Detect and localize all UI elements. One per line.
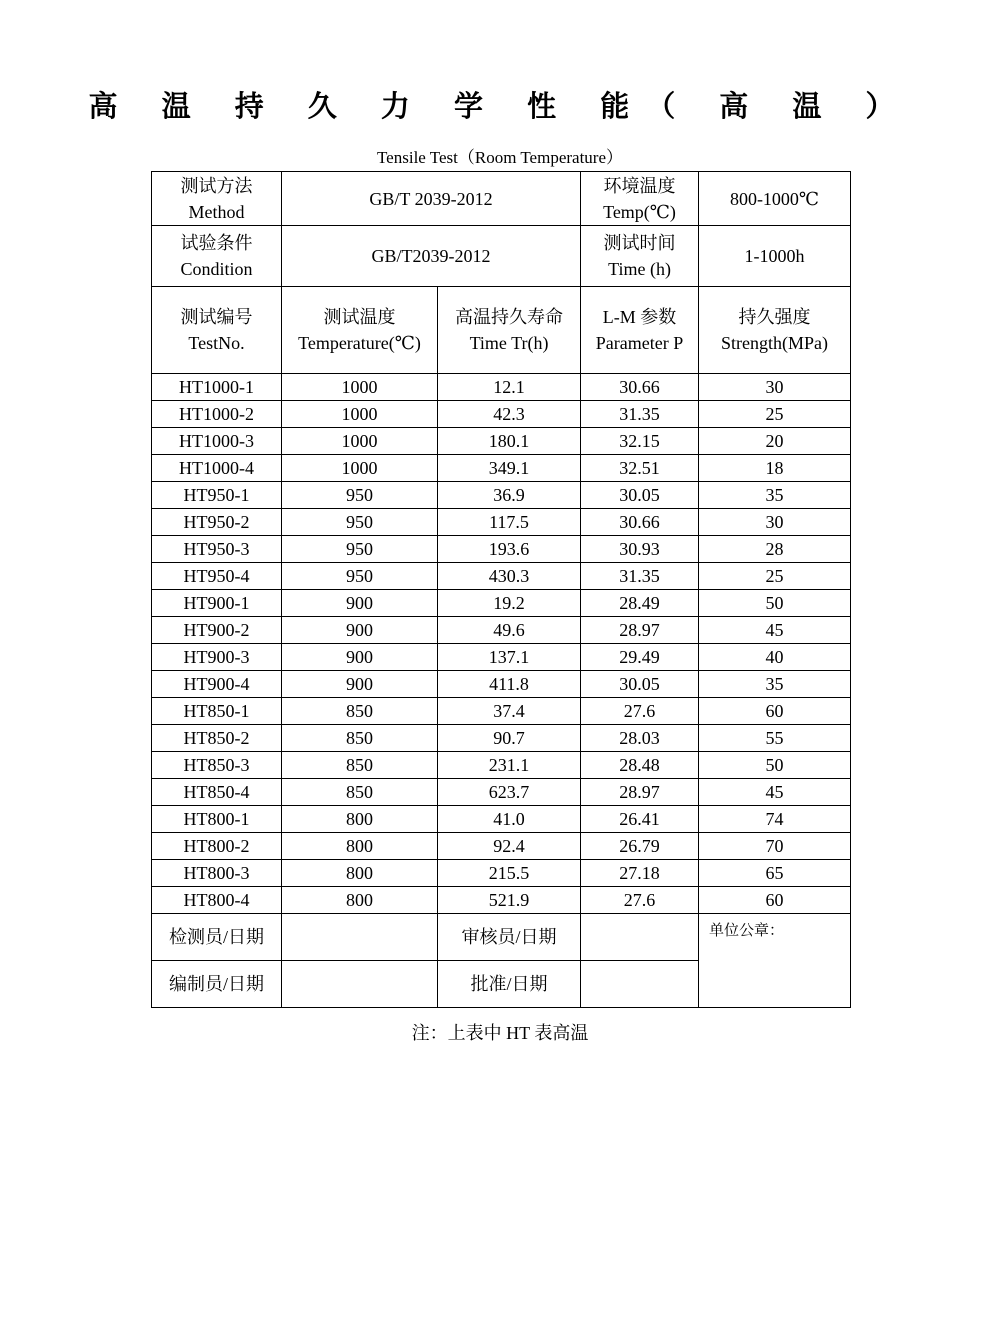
cell-temperature: 900: [282, 671, 438, 698]
time-value: 1-1000h: [699, 226, 851, 287]
cell-parameter: 29.49: [581, 644, 699, 671]
cell-strength: 25: [699, 563, 851, 590]
cell-parameter: 26.41: [581, 806, 699, 833]
cell-strength: 55: [699, 725, 851, 752]
table-row: [152, 374, 851, 401]
inspector-field[interactable]: [282, 914, 438, 961]
cell-strength: 50: [699, 752, 851, 779]
table-row: [152, 887, 851, 914]
header-parameter: L-M 参数 Parameter P: [581, 287, 699, 374]
cell-parameter: 27.18: [581, 860, 699, 887]
cell-parameter: 31.35: [581, 563, 699, 590]
table-row: [152, 509, 851, 536]
cell-test-no: HT850-1: [152, 698, 282, 725]
method-label: 测试方法 Method: [152, 172, 282, 226]
cell-strength: 45: [699, 779, 851, 806]
cell-test-no: HT950-4: [152, 563, 282, 590]
column-header-row: [152, 287, 851, 374]
cell-strength: 35: [699, 671, 851, 698]
cell-parameter: 28.48: [581, 752, 699, 779]
cell-temperature: 900: [282, 590, 438, 617]
cell-time: 19.2: [438, 590, 581, 617]
cell-test-no: HT800-1: [152, 806, 282, 833]
table-row: [152, 752, 851, 779]
cell-temperature: 800: [282, 860, 438, 887]
cell-temperature: 850: [282, 779, 438, 806]
cell-temperature: 850: [282, 725, 438, 752]
cell-parameter: 28.03: [581, 725, 699, 752]
cell-temperature: 800: [282, 887, 438, 914]
cell-parameter: 32.51: [581, 455, 699, 482]
cell-temperature: 950: [282, 509, 438, 536]
cell-parameter: 28.49: [581, 590, 699, 617]
cell-temperature: 950: [282, 536, 438, 563]
cell-parameter: 30.66: [581, 374, 699, 401]
table-row: [152, 671, 851, 698]
cell-time: 411.8: [438, 671, 581, 698]
cell-strength: 40: [699, 644, 851, 671]
reviewer-label: 审核员/日期: [438, 914, 581, 961]
cell-time: 41.0: [438, 806, 581, 833]
cell-test-no: HT1000-3: [152, 428, 282, 455]
cell-strength: 74: [699, 806, 851, 833]
condition-value: GB/T2039-2012: [282, 226, 581, 287]
table-row: [152, 644, 851, 671]
cell-temperature: 850: [282, 752, 438, 779]
cell-temperature: 1000: [282, 401, 438, 428]
cell-time: 349.1: [438, 455, 581, 482]
cell-test-no: HT1000-2: [152, 401, 282, 428]
cell-time: 137.1: [438, 644, 581, 671]
condition-label: 试验条件 Condition: [152, 226, 282, 287]
table-row: [152, 455, 851, 482]
info-row-method: [152, 172, 851, 226]
table-row: [152, 590, 851, 617]
cell-parameter: 30.66: [581, 509, 699, 536]
header-strength: 持久强度 Strength(MPa): [699, 287, 851, 374]
cell-test-no: HT950-3: [152, 536, 282, 563]
cell-test-no: HT800-3: [152, 860, 282, 887]
cell-time: 193.6: [438, 536, 581, 563]
cell-time: 90.7: [438, 725, 581, 752]
cell-time: 37.4: [438, 698, 581, 725]
temp-label: 环境温度 Temp(℃): [581, 172, 699, 226]
header-test-no: 测试编号 TestNo.: [152, 287, 282, 374]
cell-temperature: 1000: [282, 428, 438, 455]
cell-test-no: HT850-3: [152, 752, 282, 779]
header-temperature: 测试温度 Temperature(℃): [282, 287, 438, 374]
compiler-field[interactable]: [282, 961, 438, 1008]
cell-test-no: HT850-2: [152, 725, 282, 752]
stamp-area: 单位公章：: [699, 914, 851, 1008]
table-row: [152, 563, 851, 590]
cell-temperature: 800: [282, 833, 438, 860]
cell-test-no: HT950-1: [152, 482, 282, 509]
cell-time: 180.1: [438, 428, 581, 455]
cell-time: 521.9: [438, 887, 581, 914]
cell-test-no: HT900-3: [152, 644, 282, 671]
page-subtitle: Tensile Test（Room Temperature）: [376, 148, 624, 167]
cell-strength: 50: [699, 590, 851, 617]
cell-strength: 35: [699, 482, 851, 509]
table-row: [152, 806, 851, 833]
info-row-condition: [152, 226, 851, 287]
cell-strength: 60: [699, 887, 851, 914]
approver-label: 批准/日期: [438, 961, 581, 1008]
footnote: 注：上表中 HT 表高温: [411, 1023, 589, 1043]
cell-temperature: 1000: [282, 455, 438, 482]
cell-parameter: 32.15: [581, 428, 699, 455]
cell-test-no: HT950-2: [152, 509, 282, 536]
cell-temperature: 950: [282, 563, 438, 590]
cell-temperature: 900: [282, 644, 438, 671]
signature-row-1: [152, 914, 851, 961]
header-time: 高温持久寿命 Time Tr(h): [438, 287, 581, 374]
cell-strength: 30: [699, 509, 851, 536]
cell-time: 42.3: [438, 401, 581, 428]
cell-test-no: HT800-4: [152, 887, 282, 914]
table-row: [152, 617, 851, 644]
cell-time: 215.5: [438, 860, 581, 887]
cell-time: 231.1: [438, 752, 581, 779]
cell-parameter: 31.35: [581, 401, 699, 428]
table-row: [152, 698, 851, 725]
reviewer-field[interactable]: [581, 914, 699, 961]
temp-value: 800-1000℃: [699, 172, 851, 226]
cell-parameter: 27.6: [581, 698, 699, 725]
cell-temperature: 950: [282, 482, 438, 509]
cell-strength: 65: [699, 860, 851, 887]
cell-test-no: HT1000-4: [152, 455, 282, 482]
cell-temperature: 1000: [282, 374, 438, 401]
table-row: [152, 860, 851, 887]
cell-temperature: 900: [282, 617, 438, 644]
cell-temperature: 800: [282, 806, 438, 833]
cell-temperature: 850: [282, 698, 438, 725]
cell-strength: 25: [699, 401, 851, 428]
cell-test-no: HT850-4: [152, 779, 282, 806]
cell-test-no: HT1000-1: [152, 374, 282, 401]
time-label: 测试时间 Time (h): [581, 226, 699, 287]
cell-parameter: 28.97: [581, 779, 699, 806]
cell-strength: 45: [699, 617, 851, 644]
cell-strength: 30: [699, 374, 851, 401]
table-row: [152, 428, 851, 455]
inspector-label: 检测员/日期: [152, 914, 282, 961]
cell-test-no: HT900-1: [152, 590, 282, 617]
method-value: GB/T 2039-2012: [282, 172, 581, 226]
approver-field[interactable]: [581, 961, 699, 1008]
compiler-label: 编制员/日期: [152, 961, 282, 1008]
cell-time: 117.5: [438, 509, 581, 536]
table-row: [152, 725, 851, 752]
cell-parameter: 30.93: [581, 536, 699, 563]
cell-strength: 70: [699, 833, 851, 860]
cell-parameter: 30.05: [581, 482, 699, 509]
cell-parameter: 30.05: [581, 671, 699, 698]
cell-time: 430.3: [438, 563, 581, 590]
cell-time: 92.4: [438, 833, 581, 860]
cell-strength: 60: [699, 698, 851, 725]
page-title: 高 温 持 久 力 学 性 能（ 高 温 ）: [88, 89, 912, 123]
cell-test-no: HT900-2: [152, 617, 282, 644]
table-row: [152, 536, 851, 563]
cell-time: 12.1: [438, 374, 581, 401]
table-row: [152, 482, 851, 509]
results-table: [151, 171, 851, 1008]
table-row: [152, 779, 851, 806]
table-row: [152, 833, 851, 860]
table-row: [152, 401, 851, 428]
cell-time: 49.6: [438, 617, 581, 644]
cell-test-no: HT900-4: [152, 671, 282, 698]
cell-test-no: HT800-2: [152, 833, 282, 860]
cell-strength: 20: [699, 428, 851, 455]
cell-strength: 28: [699, 536, 851, 563]
cell-parameter: 28.97: [581, 617, 699, 644]
cell-time: 36.9: [438, 482, 581, 509]
cell-parameter: 27.6: [581, 887, 699, 914]
cell-strength: 18: [699, 455, 851, 482]
cell-parameter: 26.79: [581, 833, 699, 860]
cell-time: 623.7: [438, 779, 581, 806]
